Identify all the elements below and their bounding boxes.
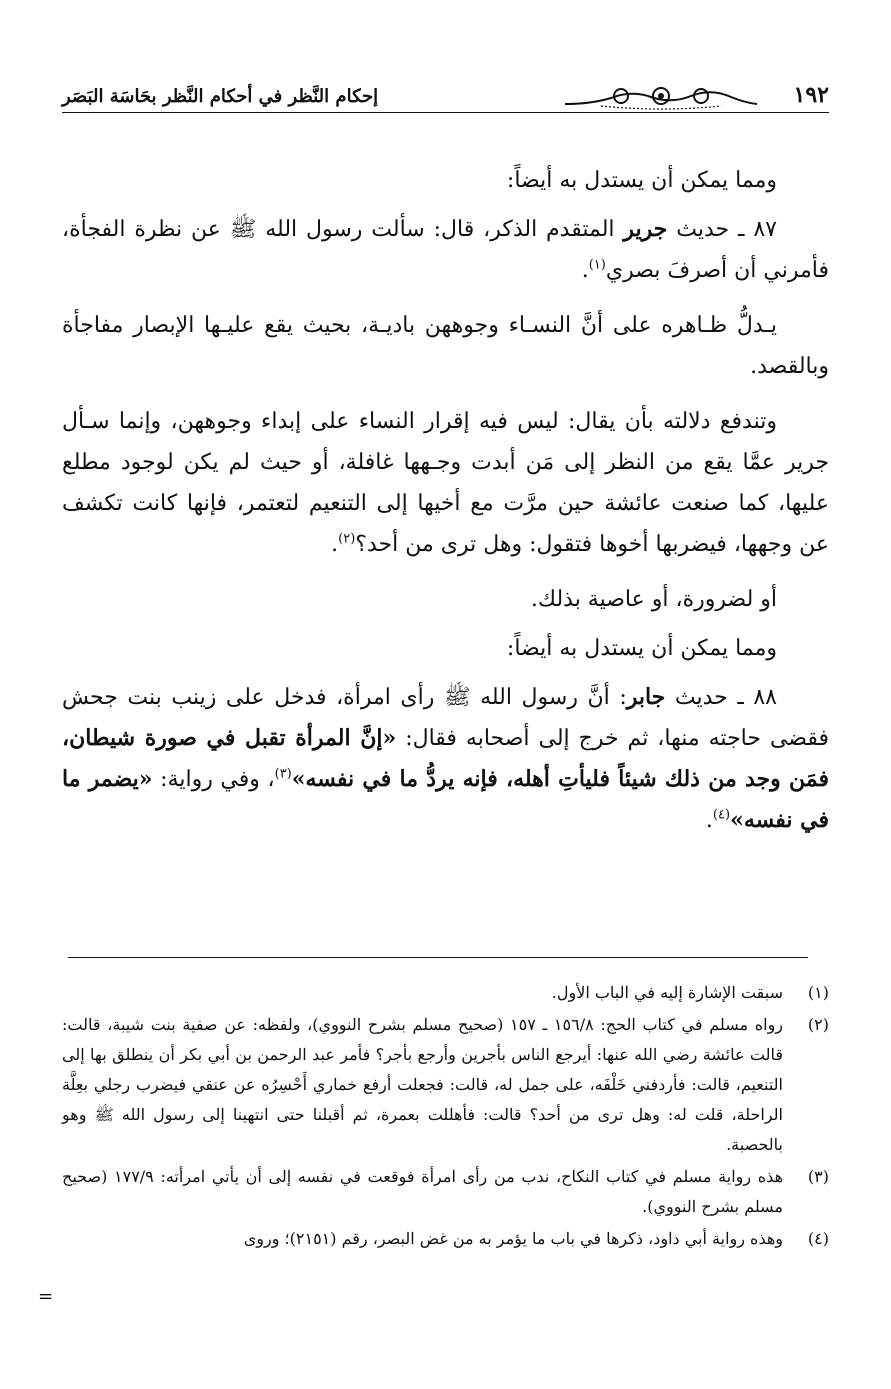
- footnote-divider: [68, 957, 808, 958]
- header-ornament-icon: [561, 84, 761, 110]
- paragraph-1: [62, 160, 829, 201]
- running-header: [62, 78, 829, 118]
- footnotes: [62, 978, 829, 1256]
- footnote-ref-2: (٢): [338, 531, 356, 547]
- hadith-88-quote-1: «إنَّ المرأة تقبل في صورة شيطان، فمَن وجد من ذلك شيئاً فليأتِ أهله، فإنه يردُّ ما في نفسه»: [62, 725, 829, 792]
- hadith-88-text-1: : أنَّ رسول الله ﷺ رأى امرأة، فدخل على زينب بنت جحش فقضى حاجته منها، ثم خرج إلى أصحابه فقال:: [62, 685, 830, 751]
- paragraph-5: [62, 579, 829, 620]
- footnote-4-number: (٤): [807, 1229, 829, 1248]
- footnote-1: [62, 978, 829, 1008]
- hadith-87-text: المتقدم الذكر، قال: سألت رسول الله ﷺ عن نظرة الفجأة، فأمرني أن أصرفَ بصري: [62, 217, 829, 283]
- footnote-1-number: (١): [807, 983, 829, 1002]
- paragraph-1-text: ومما يمكن أن يستدل به أيضاً:: [506, 168, 777, 193]
- footnote-3-text: هذه رواية مسلم في كتاب النكاح، ندب من رأى امرأة فوقعت في نفسه إلى أن يأتي امرأته: ١٧٧/٩ (صحيح مسلم بشرح النووي).: [62, 1167, 784, 1216]
- footnote-4-text: وهذه رواية أبي داود، ذكرها في باب ما يؤمر به من غض البصر، رقم (٢١٥١)؛ وروى: [243, 1229, 783, 1248]
- paragraph-hadith-87: ٨٧ ـ حديث جرير المتقدم الذكر، قال: سألت رسول الله ﷺ عن نظرة الفجأة، فأمرني أن أصرفَ بصري$^{(١)}$.: [62, 216, 829, 283]
- narrator-jarir: جرير: [623, 216, 668, 242]
- footnote-2-number: (٢): [807, 1015, 829, 1034]
- paragraph-4: وتندفع دلالته بأن يقال: ليس فيه إقرار النساء على إبداء وجوههن، وإنما سـأل جرير عمَّا يقع من النظر إلى مَن أبدت وجـهها غافلة، أو حيث لم يكن لوجود مطلع عليها، كما صنعت عائشة حين مرَّت مع أخيها إلى التنعيم لتعتمر، فإنها كانت تكشف عن وجهها، فيضربها أخوها فتقول: وهل ترى من أحد؟$^{(٢)}$.: [62, 409, 829, 557]
- footnote-3-number: (٣): [807, 1167, 829, 1186]
- hadith-88-quote-2: «يضمر ما في نفسه»: [62, 766, 829, 833]
- footnote-ref-1: (١): [588, 257, 606, 273]
- paragraph-3: [62, 305, 829, 387]
- continuation-mark: =: [38, 1286, 54, 1307]
- footnote-ref-3: (٣): [274, 766, 292, 782]
- paragraph-3-text: يـدلُّ ظـاهره على أنَّ النسـاء وجوههن باديـة، بحيث يقع عليـها الإبصار مفاجأة وبالقصد.: [62, 313, 829, 379]
- page-number: ١٩٢: [793, 82, 829, 108]
- narrator-jabir: جابر: [626, 684, 666, 710]
- footnote-4: [62, 1224, 829, 1254]
- paragraph-5-text: أو لضرورة، أو عاصية بذلك.: [530, 587, 777, 612]
- paragraph-6: [62, 628, 829, 669]
- header-divider: [62, 112, 829, 113]
- hadith-88-text-2: ، وفي رواية:: [160, 767, 275, 792]
- hadith-87-number: ٨٧ ـ حديث: [676, 217, 777, 242]
- header-title: إحكام النَّظر في أحكام النَّظر بحَاسَة البَصَر: [62, 86, 379, 107]
- paragraph-4-text: وتندفع دلالته بأن يقال: ليس فيه إقرار النساء على إبداء وجوههن، وإنما سـأل جرير عمَّا يقع من النظر إلى مَن أبدت وجـهها غافلة، أو حيث لم يكن لوجود مطلع عليها، كما صنعت عائشة حين مرَّت مع أخيها إلى التنعيم لتعتمر، فإنها كانت تكشف عن وجهها، فيضربها أخوها فتقول: وهل ترى من أحد؟: [62, 409, 829, 557]
- main-text: [62, 160, 829, 855]
- paragraph-hadith-88: ٨٨ ـ حديث جابر: أنَّ رسول الله ﷺ رأى امرأة، فدخل على زينب بنت جحش فقضى حاجته منها، ثم خرج إلى أصحابه فقال: «إنَّ المرأة تقبل في صورة شيطان، فمَن وجد من ذلك شيئاً فليأتِ أهله، فإنه يردُّ ما في نفسه»$^{(٣)}$، وفي رواية: «يضمر ما في نفسه»$^{(٤)}$.: [62, 684, 830, 833]
- paragraph-6-text: ومما يمكن أن يستدل به أيضاً:: [506, 636, 777, 661]
- footnote-3: [62, 1162, 829, 1222]
- hadith-88-number: ٨٨ ـ حديث: [674, 685, 777, 710]
- footnote-2: [62, 1010, 829, 1160]
- footnote-2-text: رواه مسلم في كتاب الحج: ١٥٦/٨ ـ ١٥٧ (صحيح مسلم بشرح النووي)، ولفظه: عن صفية بنت شيبة، قالت: قالت عائشة رضي الله عنها: أيرجع الناس بأجرين وأرجع بأجر؟ فأمر عبد الرحمن بن أبي بكر أن ينطلق بها إلى التنعيم، قالت: فأردفني خَلْفَه، على جمل له، قالت: فجعلت أرفع خماري أَحْسِرُه عن عنقي فيضرب رجلي بعِلَّة الراحلة، قلت له: وهل ترى من أحد؟ قالت: فأهللت بعمرة، ثم أقبلنا حتى انتهينا إلى رسول الله ﷺ وهو بالحصبة.: [62, 1015, 784, 1154]
- footnote-1-text: سبقت الإشارة إليه في الباب الأول.: [551, 983, 783, 1002]
- footnote-ref-4: (٤): [712, 807, 731, 823]
